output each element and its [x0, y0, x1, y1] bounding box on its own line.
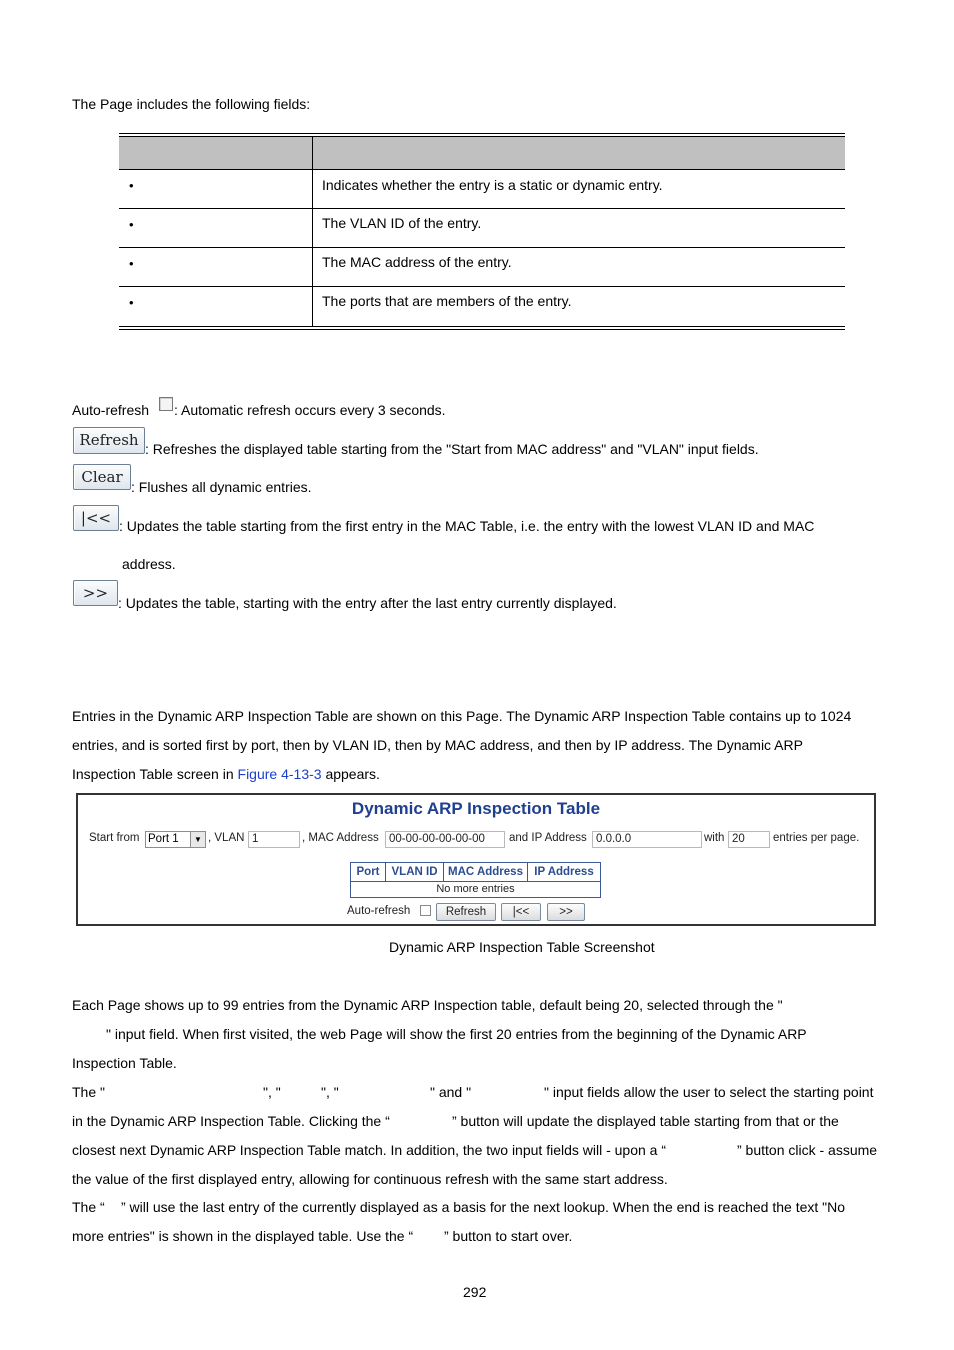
row-description: The VLAN ID of the entry. [322, 215, 482, 231]
screenshot-first-page-button[interactable]: |<< [501, 903, 541, 921]
ip-address-input[interactable]: 0.0.0.0 [592, 831, 702, 848]
vlan-label: , VLAN [208, 832, 245, 844]
paragraph-text: The " [72, 1084, 105, 1100]
clear-button-image[interactable]: Clear [73, 464, 131, 490]
column-header-mac-address: MAC Address [444, 863, 528, 881]
paragraph-text: " and " [430, 1084, 472, 1100]
bullet: • [129, 256, 134, 271]
row-description: Indicates whether the entry is a static or dynamic entry. [322, 177, 663, 193]
entries-per-page-label: entries per page. [773, 832, 860, 844]
paragraph-text: Inspection Table screen in [72, 766, 238, 782]
with-label: with [704, 832, 725, 844]
table-row [119, 248, 845, 287]
paragraph-text: ", " [321, 1084, 339, 1100]
mac-address-label: , MAC Address [302, 832, 379, 844]
column-header-port: Port [351, 863, 386, 881]
screenshot-auto-refresh-checkbox[interactable] [420, 905, 431, 916]
screenshot-next-page-button[interactable]: >> [547, 903, 585, 921]
start-from-label: Start from [89, 832, 140, 844]
first-page-description-cont: address. [122, 556, 176, 572]
port-select[interactable] [145, 831, 206, 848]
arp-table-header [351, 863, 600, 882]
refresh-description: : Refreshes the displayed table starting from the "Start from MAC address" and "VLAN" input fields. [145, 441, 759, 457]
paragraph-text: ” will use the last entry of the currently displayed as a basis for the next lookup. When the end is reached the text "No [121, 1199, 846, 1215]
paragraph-line: " input field. When first visited, the web Page will show the first 20 entries from the beginning of the Dynamic ARP [106, 1026, 807, 1042]
no-entries-row: No more entries [436, 883, 515, 895]
figure-link[interactable]: Figure 4-13-3 [237, 766, 322, 782]
paragraph-line: entries, and is sorted first by port, then by VLAN ID, then by MAC address, and then by IP address. The Dynamic ARP [72, 737, 803, 753]
paragraph-text: The “ [72, 1199, 105, 1215]
first-page-description: : Updates the table starting from the first entry in the MAC Table, i.e. the entry with the lowest VLAN ID and MAC [119, 518, 815, 534]
paragraph-text: ” button click - assume [737, 1142, 878, 1158]
clear-description: : Flushes all dynamic entries. [131, 479, 312, 495]
next-page-description: : Updates the table, starting with the entry after the last entry currently displayed. [118, 595, 617, 611]
refresh-button-image[interactable]: Refresh [73, 427, 145, 454]
vlan-input[interactable]: 1 [248, 831, 300, 848]
bullet: • [129, 295, 134, 310]
paragraph-text: closest next Dynamic ARP Inspection Table match. In addition, the two input fields will - upon a “ [72, 1142, 667, 1158]
port-select-value: Port 1 [148, 833, 179, 845]
dynamic-arp-screenshot [76, 793, 876, 926]
paragraph-text: more entries" is shown in the displayed table. Use the “ [72, 1228, 414, 1244]
bullet: • [129, 178, 134, 193]
entries-per-page-input[interactable]: 20 [728, 831, 770, 848]
paragraph-line: Each Page shows up to 99 entries from the Dynamic ARP Inspection table, default being 20, selected through the " [72, 997, 783, 1013]
figure-caption: Dynamic ARP Inspection Table Screenshot [389, 939, 655, 955]
paragraph-text: ” button will update the displayed table starting from that or the [452, 1113, 839, 1129]
first-page-button-image[interactable]: |<< [73, 505, 119, 531]
paragraph-line: the value of the first displayed entry, allowing for continuous refresh with the same start address. [72, 1171, 668, 1187]
paragraph-line: Inspection Table. [72, 1055, 177, 1071]
chevron-down-icon: ▼ [190, 832, 205, 847]
auto-refresh-description: : Automatic refresh occurs every 3 seconds. [174, 402, 446, 418]
paragraph-text: ” button to start over. [444, 1228, 573, 1244]
column-header-vlan-id: VLAN ID [386, 863, 444, 881]
auto-refresh-label: Auto-refresh [72, 402, 150, 418]
fields-table [119, 133, 845, 330]
paragraph-line [72, 765, 380, 783]
paragraph-line: Entries in the Dynamic ARP Inspection Table are shown on this Page. The Dynamic ARP Inspection Table contains up to 1024 [72, 708, 852, 724]
bullet: • [129, 217, 134, 232]
row-description: The ports that are members of the entry. [322, 293, 572, 309]
fields-table-header [119, 136, 845, 170]
screenshot-refresh-button[interactable]: Refresh [436, 903, 496, 921]
row-description: The MAC address of the entry. [322, 254, 512, 270]
next-page-button-image[interactable]: >> [73, 580, 118, 606]
ip-address-label: and IP Address [509, 832, 587, 844]
paragraph-text: in the Dynamic ARP Inspection Table. Clicking the “ [72, 1113, 390, 1129]
table-row [119, 209, 845, 248]
arp-table [350, 862, 601, 898]
page-number: 292 [463, 1284, 487, 1300]
column-header-ip-address: IP Address [534, 866, 594, 878]
paragraph-text: ", " [263, 1084, 281, 1100]
paragraph-text: " input fields allow the user to select the starting point [544, 1084, 874, 1100]
mac-address-input[interactable]: 00-00-00-00-00-00 [385, 831, 505, 848]
screenshot-auto-refresh-label: Auto-refresh [347, 905, 411, 917]
screenshot-title: Dynamic ARP Inspection Table [351, 799, 601, 818]
table-row [119, 287, 845, 327]
paragraph-text: appears. [321, 766, 380, 782]
auto-refresh-checkbox[interactable] [159, 397, 173, 411]
table-row [119, 170, 845, 209]
intro-text: The Page includes the following fields: [72, 96, 311, 112]
